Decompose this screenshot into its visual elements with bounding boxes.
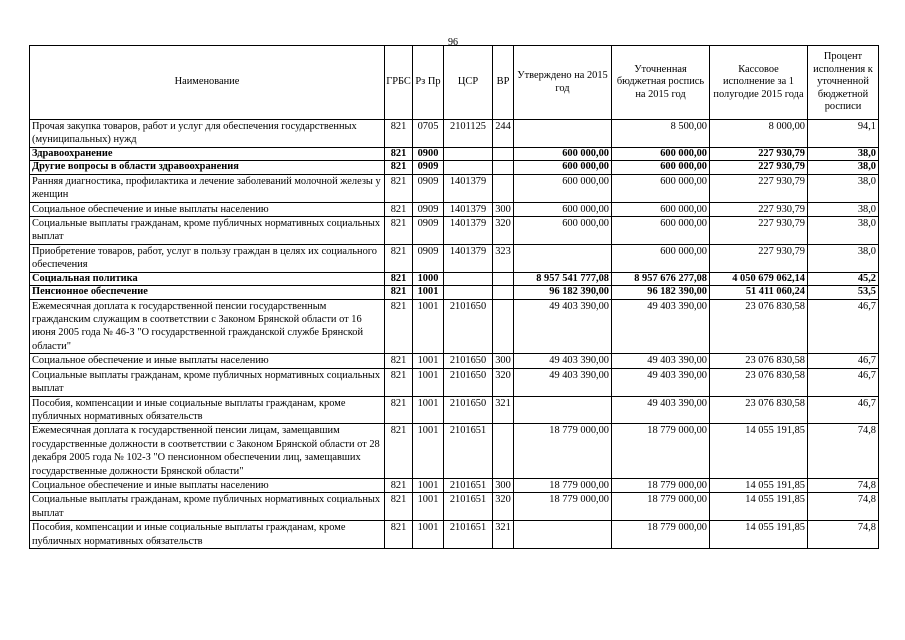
cell-revised: 600 000,00 xyxy=(612,147,710,161)
cell-grbs: 821 xyxy=(385,521,413,549)
table-row xyxy=(30,120,879,148)
cell-approved xyxy=(514,396,612,424)
table-row xyxy=(30,217,879,245)
cell-cash: 4 050 679 062,14 xyxy=(710,272,808,286)
table-row xyxy=(30,286,879,300)
cell-revised: 600 000,00 xyxy=(612,244,710,272)
cell-percent: 46,7 xyxy=(808,354,879,368)
cell-approved: 600 000,00 xyxy=(514,161,612,175)
cell-vr: 323 xyxy=(493,244,514,272)
budget-execution-table xyxy=(29,45,879,549)
cell-name: Ранняя диагностика, профилактика и лечение заболеваний молочной железы у женщин xyxy=(30,174,385,202)
cell-vr: 300 xyxy=(493,202,514,216)
table-row xyxy=(30,244,879,272)
cell-rzpr: 1001 xyxy=(413,521,444,549)
table-row xyxy=(30,161,879,175)
cell-csr xyxy=(444,286,493,300)
cell-rzpr: 1001 xyxy=(413,368,444,396)
cell-cash: 8 000,00 xyxy=(710,120,808,148)
table-row xyxy=(30,493,879,521)
cell-vr: 320 xyxy=(493,493,514,521)
cell-csr xyxy=(444,147,493,161)
cell-rzpr: 0909 xyxy=(413,174,444,202)
cell-revised: 96 182 390,00 xyxy=(612,286,710,300)
cell-vr: 320 xyxy=(493,368,514,396)
cell-vr: 321 xyxy=(493,396,514,424)
cell-grbs: 821 xyxy=(385,217,413,245)
cell-grbs: 821 xyxy=(385,396,413,424)
cell-percent: 74,8 xyxy=(808,521,879,549)
cell-name: Социальное обеспечение и иные выплаты населению xyxy=(30,478,385,492)
cell-cash: 14 055 191,85 xyxy=(710,478,808,492)
cell-name: Социальное обеспечение и иные выплаты населению xyxy=(30,202,385,216)
header-percent: Процент исполнения к уточненной бюджетной росписи xyxy=(808,46,879,120)
table-row xyxy=(30,424,879,479)
cell-approved: 600 000,00 xyxy=(514,217,612,245)
cell-percent: 74,8 xyxy=(808,424,879,479)
cell-rzpr: 0909 xyxy=(413,161,444,175)
table-row xyxy=(30,478,879,492)
cell-rzpr: 0909 xyxy=(413,217,444,245)
cell-percent: 46,7 xyxy=(808,299,879,354)
cell-vr: 244 xyxy=(493,120,514,148)
cell-vr xyxy=(493,272,514,286)
cell-percent: 38,0 xyxy=(808,244,879,272)
cell-vr: 300 xyxy=(493,354,514,368)
table-row xyxy=(30,396,879,424)
cell-revised: 18 779 000,00 xyxy=(612,424,710,479)
cell-grbs: 821 xyxy=(385,424,413,479)
header-cash: Кассовое исполнение за 1 полугодие 2015 года xyxy=(710,46,808,120)
cell-rzpr: 1001 xyxy=(413,478,444,492)
cell-cash: 227 930,79 xyxy=(710,174,808,202)
cell-percent: 74,8 xyxy=(808,478,879,492)
cell-grbs: 821 xyxy=(385,174,413,202)
cell-percent: 38,0 xyxy=(808,174,879,202)
cell-name: Социальное обеспечение и иные выплаты населению xyxy=(30,354,385,368)
cell-cash: 23 076 830,58 xyxy=(710,368,808,396)
cell-cash: 23 076 830,58 xyxy=(710,354,808,368)
cell-grbs: 821 xyxy=(385,299,413,354)
cell-name: Пособия, компенсации и иные социальные выплаты гражданам, кроме публичных нормативных обязательств xyxy=(30,521,385,549)
cell-rzpr: 0705 xyxy=(413,120,444,148)
cell-cash: 23 076 830,58 xyxy=(710,396,808,424)
cell-name: Здравоохранение xyxy=(30,147,385,161)
cell-csr: 2101651 xyxy=(444,478,493,492)
cell-rzpr: 1001 xyxy=(413,299,444,354)
cell-vr xyxy=(493,286,514,300)
cell-name: Пенсионное обеспечение xyxy=(30,286,385,300)
table-row xyxy=(30,368,879,396)
cell-approved: 18 779 000,00 xyxy=(514,424,612,479)
cell-percent: 38,0 xyxy=(808,161,879,175)
table-row xyxy=(30,521,879,549)
cell-vr xyxy=(493,174,514,202)
cell-approved: 600 000,00 xyxy=(514,174,612,202)
cell-percent: 38,0 xyxy=(808,147,879,161)
cell-grbs: 821 xyxy=(385,202,413,216)
cell-grbs: 821 xyxy=(385,286,413,300)
cell-revised: 49 403 390,00 xyxy=(612,396,710,424)
cell-csr: 2101650 xyxy=(444,368,493,396)
cell-revised: 600 000,00 xyxy=(612,217,710,245)
table-row xyxy=(30,272,879,286)
cell-cash: 14 055 191,85 xyxy=(710,493,808,521)
header-csr: ЦСР xyxy=(444,46,493,120)
cell-rzpr: 1001 xyxy=(413,424,444,479)
cell-rzpr: 1000 xyxy=(413,272,444,286)
cell-grbs: 821 xyxy=(385,354,413,368)
cell-approved xyxy=(514,120,612,148)
cell-vr xyxy=(493,424,514,479)
cell-grbs: 821 xyxy=(385,244,413,272)
cell-grbs: 821 xyxy=(385,272,413,286)
cell-csr xyxy=(444,272,493,286)
cell-rzpr: 1001 xyxy=(413,493,444,521)
cell-csr: 2101651 xyxy=(444,521,493,549)
cell-approved: 49 403 390,00 xyxy=(514,354,612,368)
table-row xyxy=(30,174,879,202)
cell-vr xyxy=(493,299,514,354)
cell-approved: 600 000,00 xyxy=(514,202,612,216)
cell-vr: 321 xyxy=(493,521,514,549)
cell-revised: 600 000,00 xyxy=(612,161,710,175)
cell-csr: 2101125 xyxy=(444,120,493,148)
cell-cash: 227 930,79 xyxy=(710,161,808,175)
cell-csr: 1401379 xyxy=(444,244,493,272)
table-header-row xyxy=(30,46,879,120)
header-grbs: ГРБС xyxy=(385,46,413,120)
cell-percent: 45,2 xyxy=(808,272,879,286)
table-row xyxy=(30,299,879,354)
cell-csr: 1401379 xyxy=(444,217,493,245)
cell-rzpr: 0900 xyxy=(413,147,444,161)
cell-percent: 38,0 xyxy=(808,202,879,216)
cell-percent: 46,7 xyxy=(808,396,879,424)
cell-grbs: 821 xyxy=(385,478,413,492)
cell-name: Социальная политика xyxy=(30,272,385,286)
cell-approved: 96 182 390,00 xyxy=(514,286,612,300)
cell-name: Социальные выплаты гражданам, кроме публичных нормативных социальных выплат xyxy=(30,493,385,521)
header-approved: Утверждено на 2015 год xyxy=(514,46,612,120)
cell-grbs: 821 xyxy=(385,120,413,148)
cell-approved xyxy=(514,244,612,272)
cell-percent: 53,5 xyxy=(808,286,879,300)
header-name: Наименование xyxy=(30,46,385,120)
cell-rzpr: 1001 xyxy=(413,354,444,368)
cell-name: Социальные выплаты гражданам, кроме публичных нормативных социальных выплат xyxy=(30,217,385,245)
cell-csr: 2101651 xyxy=(444,493,493,521)
cell-name: Ежемесячная доплата к государственной пенсии государственным гражданским служащим в соответствии с Законом Брянской области от 16 июня 2005 года № 46-З "О государственной гражданской службе Брянской области" xyxy=(30,299,385,354)
cell-revised: 49 403 390,00 xyxy=(612,354,710,368)
cell-rzpr: 1001 xyxy=(413,396,444,424)
page-number: 96 xyxy=(448,37,458,48)
cell-revised: 18 779 000,00 xyxy=(612,493,710,521)
cell-approved: 49 403 390,00 xyxy=(514,368,612,396)
cell-csr: 1401379 xyxy=(444,202,493,216)
cell-revised: 600 000,00 xyxy=(612,202,710,216)
cell-cash: 14 055 191,85 xyxy=(710,521,808,549)
cell-csr: 2101650 xyxy=(444,299,493,354)
cell-approved: 600 000,00 xyxy=(514,147,612,161)
cell-revised: 49 403 390,00 xyxy=(612,368,710,396)
cell-rzpr: 0909 xyxy=(413,202,444,216)
cell-csr: 2101650 xyxy=(444,396,493,424)
cell-revised: 600 000,00 xyxy=(612,174,710,202)
cell-cash: 14 055 191,85 xyxy=(710,424,808,479)
cell-csr: 1401379 xyxy=(444,174,493,202)
cell-revised: 8 500,00 xyxy=(612,120,710,148)
cell-name: Другие вопросы в области здравоохранения xyxy=(30,161,385,175)
cell-csr: 2101651 xyxy=(444,424,493,479)
cell-approved: 18 779 000,00 xyxy=(514,478,612,492)
cell-cash: 23 076 830,58 xyxy=(710,299,808,354)
cell-grbs: 821 xyxy=(385,147,413,161)
cell-approved: 8 957 541 777,08 xyxy=(514,272,612,286)
cell-revised: 18 779 000,00 xyxy=(612,521,710,549)
cell-name: Приобретение товаров, работ, услуг в пользу граждан в целях их социального обеспечения xyxy=(30,244,385,272)
cell-cash: 227 930,79 xyxy=(710,244,808,272)
cell-percent: 74,8 xyxy=(808,493,879,521)
cell-revised: 49 403 390,00 xyxy=(612,299,710,354)
cell-csr: 2101650 xyxy=(444,354,493,368)
cell-name: Социальные выплаты гражданам, кроме публичных нормативных социальных выплат xyxy=(30,368,385,396)
cell-name: Пособия, компенсации и иные социальные выплаты гражданам, кроме публичных нормативных обязательств xyxy=(30,396,385,424)
table-row xyxy=(30,147,879,161)
header-revised: Уточненная бюджетная роспись на 2015 год xyxy=(612,46,710,120)
cell-percent: 46,7 xyxy=(808,368,879,396)
cell-cash: 227 930,79 xyxy=(710,202,808,216)
cell-rzpr: 0909 xyxy=(413,244,444,272)
cell-percent: 38,0 xyxy=(808,217,879,245)
cell-vr: 300 xyxy=(493,478,514,492)
cell-grbs: 821 xyxy=(385,368,413,396)
cell-name: Ежемесячная доплата к государственной пенсии лицам, замещавшим государственные должности в соответствии с Законом Брянской области от 28 декабря 2005 года № 102-З "О пенсионном обеспечении лиц, замещавших государственные должности Брянской области" xyxy=(30,424,385,479)
cell-grbs: 821 xyxy=(385,161,413,175)
table-row xyxy=(30,202,879,216)
cell-rzpr: 1001 xyxy=(413,286,444,300)
cell-revised: 8 957 676 277,08 xyxy=(612,272,710,286)
cell-vr: 320 xyxy=(493,217,514,245)
cell-revised: 18 779 000,00 xyxy=(612,478,710,492)
cell-name: Прочая закупка товаров, работ и услуг для обеспечения государственных (муниципальных) нужд xyxy=(30,120,385,148)
cell-approved: 18 779 000,00 xyxy=(514,493,612,521)
cell-grbs: 821 xyxy=(385,493,413,521)
cell-percent: 94,1 xyxy=(808,120,879,148)
table-row xyxy=(30,354,879,368)
cell-cash: 227 930,79 xyxy=(710,147,808,161)
header-vr: ВР xyxy=(493,46,514,120)
cell-approved: 49 403 390,00 xyxy=(514,299,612,354)
cell-cash: 227 930,79 xyxy=(710,217,808,245)
cell-csr xyxy=(444,161,493,175)
cell-cash: 51 411 060,24 xyxy=(710,286,808,300)
cell-approved xyxy=(514,521,612,549)
header-rzpr: Рз Пр xyxy=(413,46,444,120)
cell-vr xyxy=(493,161,514,175)
cell-vr xyxy=(493,147,514,161)
table-body xyxy=(30,120,879,549)
